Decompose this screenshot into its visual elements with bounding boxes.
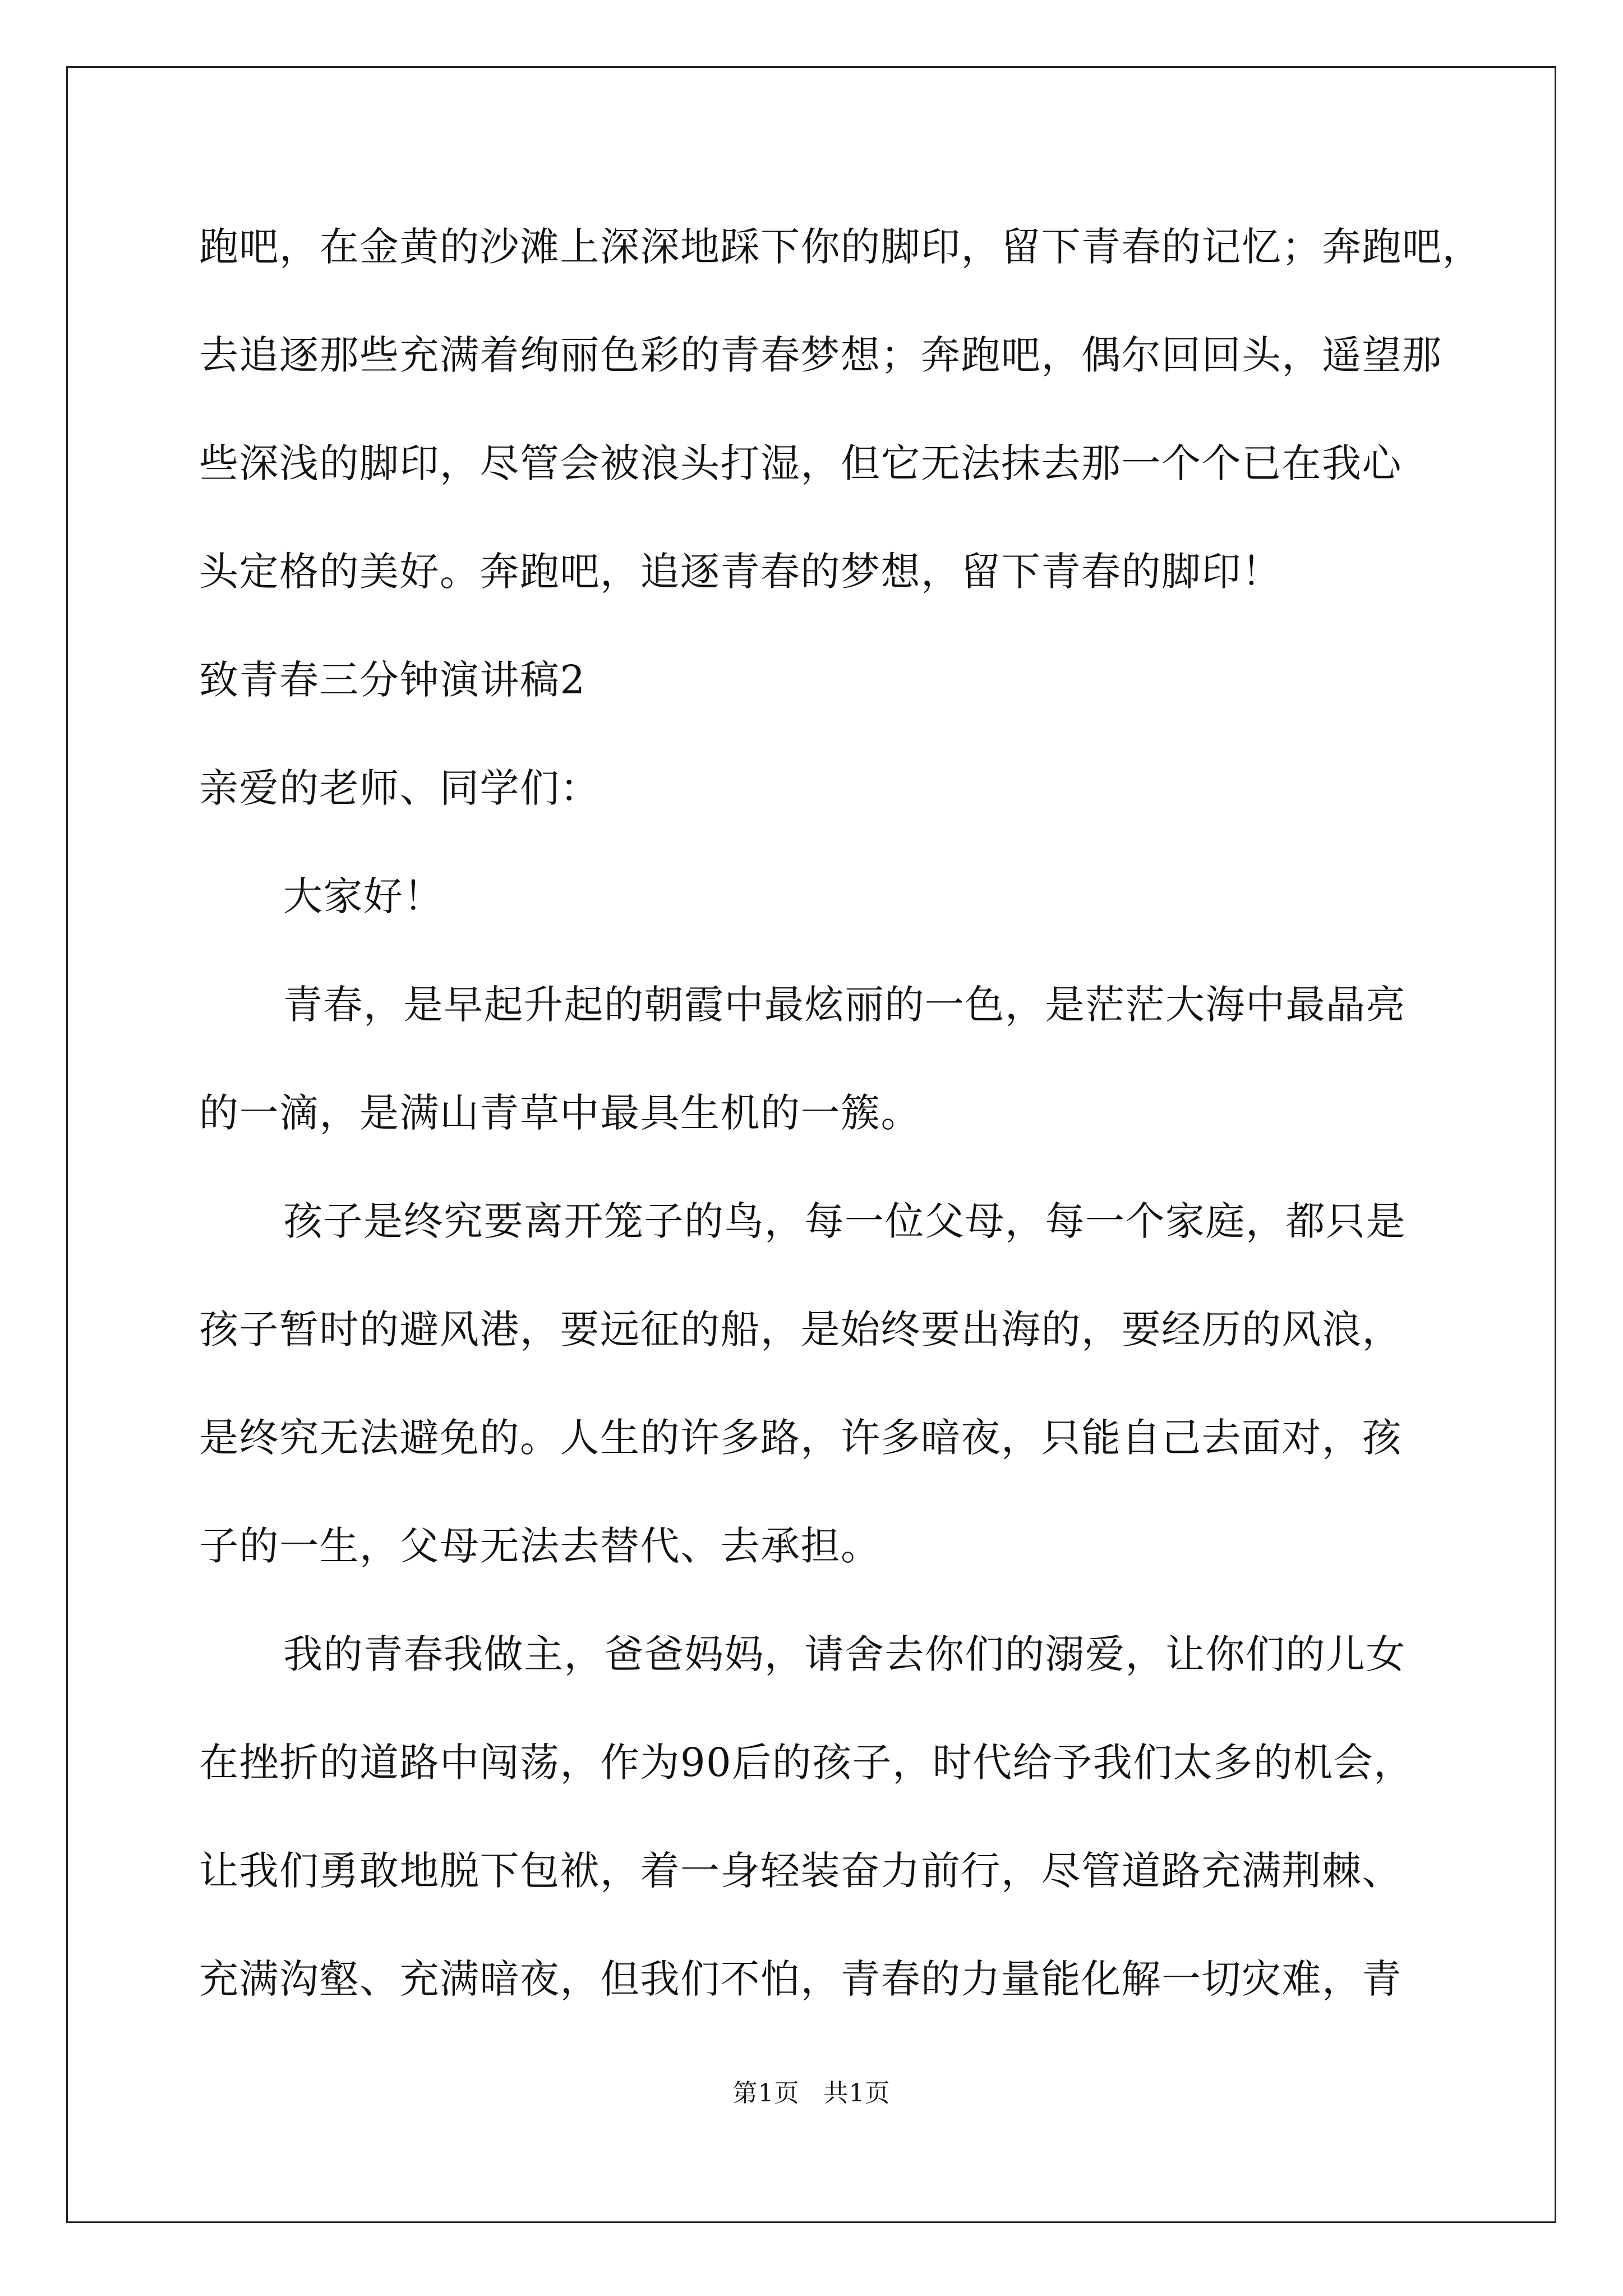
text-line: 跑吧，在金黄的沙滩上深深地踩下你的脚印，留下青春的记忆；奔跑吧， <box>199 224 1482 270</box>
text-line: 是终究无法避免的。人生的许多路，许多暗夜，只能自己去面对，孩 <box>199 1415 1402 1461</box>
text-line: 的一滴，是满山青草中最具生机的一簇。 <box>199 1090 921 1136</box>
text-line: 我的青春我做主，爸爸妈妈，请舍去你们的溺爱，让你们的儿女 <box>283 1631 1406 1677</box>
page-number: 第1页 <box>732 2079 800 2108</box>
text-line: 孩子暂时的避风港，要远征的船，是始终要出海的，要经历的风浪， <box>199 1306 1402 1352</box>
page-footer <box>0 2081 1623 2106</box>
text-line: 去追逐那些充满着绚丽色彩的青春梦想；奔跑吧，偶尔回回头，遥望那 <box>199 332 1442 378</box>
text-line: 充满沟壑、充满暗夜，但我们不怕，青春的力量能化解一切灾难，青 <box>199 1956 1402 2002</box>
text-line: 子的一生，父母无法去替代、去承担。 <box>199 1523 881 1569</box>
salutation: 亲爱的老师、同学们： <box>199 765 600 811</box>
text-line: 孩子是终究要离开笼子的鸟，每一位父母，每一个家庭，都只是 <box>283 1198 1406 1244</box>
section-heading: 致青春三分钟演讲稿2 <box>199 657 586 703</box>
page-border <box>66 66 1556 2223</box>
page-total: 共1页 <box>823 2079 891 2108</box>
greeting: 大家好！ <box>283 873 444 919</box>
text-line: 在挫折的道路中闯荡，作为90后的孩子，时代给予我们太多的机会， <box>199 1740 1414 1786</box>
text-line: 让我们勇敢地脱下包袱，着一身轻装奋力前行，尽管道路充满荆棘、 <box>199 1848 1402 1894</box>
text-line: 头定格的美好。奔跑吧，追逐青春的梦想，留下青春的脚印！ <box>199 549 1282 595</box>
text-line: 青春，是早起升起的朝霞中最炫丽的一色，是茫茫大海中最晶亮 <box>283 982 1406 1028</box>
text-line: 些深浅的脚印，尽管会被浪头打湿，但它无法抹去那一个个已在我心 <box>199 440 1402 486</box>
